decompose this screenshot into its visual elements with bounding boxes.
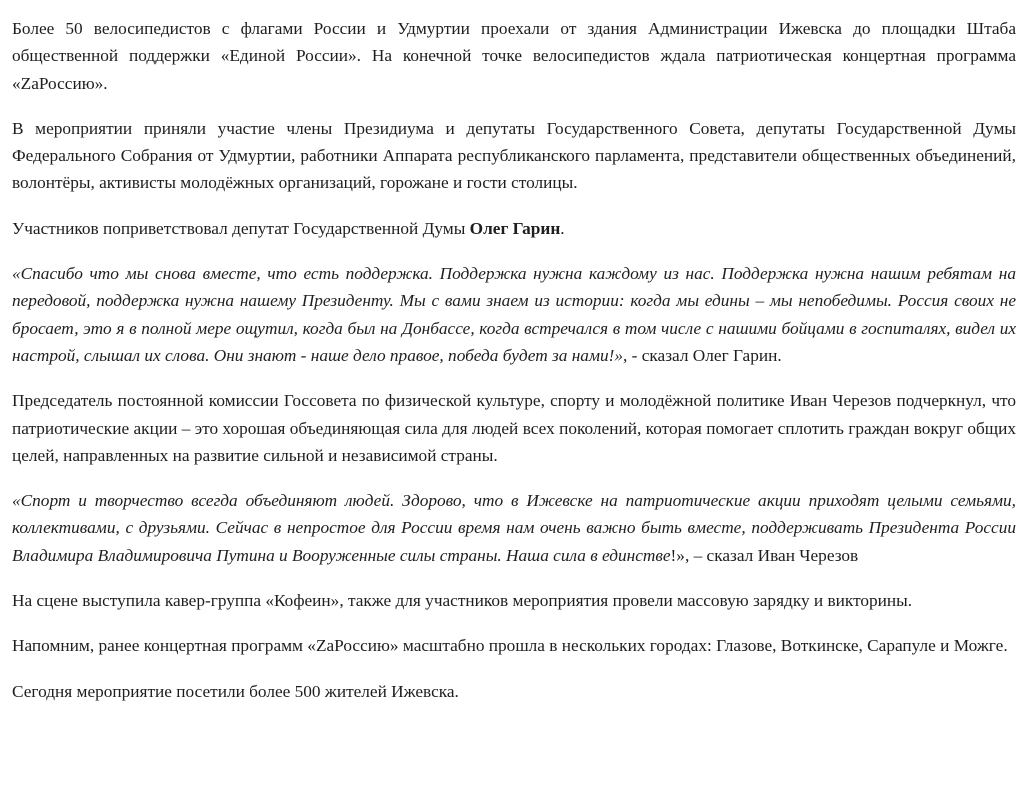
quote-garin-text: «Спасибо что мы снова вместе, что есть поддержка. Поддержка нужна каждому из нас. Поддержка нужна нашим ребятам на передовой, поддержка нужна нашему Президенту. Мы с вами знаем из истории: когда мы едины – мы непобедимы. Россия своих не бросает, это я в полной мере ощутил, когда был на Донбассе, когда встречался в том числе с нашими бойцами в госпиталях, видел их настрой, слышал их слова. Они знают - наше дело правое, победа будет за нами!» bbox=[12, 264, 1016, 365]
quote-garin bbox=[12, 260, 1016, 369]
quote-cherezov-text: «Спорт и творчество всегда объединяют людей. Здорово, что в Ижевске на патриотические акции приходят целыми семьями, коллективами, с друзьями. Сейчас в непростое для России время нам очень важно быть вместе, поддерживать Президента России Владимира Владимировича Путина и Вооруженные силы страны. Наша сила в единстве bbox=[12, 491, 1016, 565]
paragraph-reminder: Напомним, ранее концертная программ «ZaРоссию» масштабно прошла в нескольких городах: Глазове, Воткинске, Сарапуле и Можге. bbox=[12, 636, 1008, 656]
quote-cherezov-end: !» bbox=[670, 545, 685, 565]
quote-cherezov-attribution: , – сказал Иван Черезов bbox=[684, 545, 859, 565]
quote-cherezov bbox=[12, 487, 1016, 569]
greeting-period: . bbox=[560, 218, 565, 238]
paragraph-performance: На сцене выступила кавер-группа «Кофеин», также для участников мероприятия провели массовую зарядку и викторины. bbox=[12, 591, 913, 611]
paragraph-participants: В мероприятии приняли участие члены Президиума и депутаты Государственного Совета, депутаты Государственной Думы Федерального Собрания от Удмуртии, работники Аппарата республиканского парламента, представители общественных объединений, волонтёры, активисты молодёжных организаций, горожане и гости столицы. bbox=[12, 118, 1016, 193]
paragraph-greeting bbox=[12, 215, 1016, 242]
quote-garin-attribution: , - сказал Олег Гарин. bbox=[623, 345, 782, 365]
speaker-name-garin: Олег Гарин bbox=[469, 218, 561, 238]
greeting-text: Участников поприветствовал депутат Государственной Думы bbox=[12, 218, 470, 238]
paragraph-cherezov: Председатель постоянной комиссии Госсовета по физической культуре, спорту и молодёжной политике Иван Черезов подчеркнул, что патриотические акции – это хорошая объединяющая сила для людей всех поколений, которая помогает сплотить граждан вокруг общих целей, направленных на развитие сильной и независимой страны. bbox=[12, 391, 1016, 465]
paragraph-attendance: Сегодня мероприятие посетили более 500 жителей Ижевска. bbox=[12, 681, 459, 701]
paragraph-cyclists: Более 50 велосипедистов с флагами России и Удмуртии проехали от здания Администрации Ижевска до площадки Штаба общественной поддержки «Единой России». На конечной точке велосипедистов ждала патриотическая концертная программа «ZaРоссию». bbox=[12, 19, 1016, 93]
